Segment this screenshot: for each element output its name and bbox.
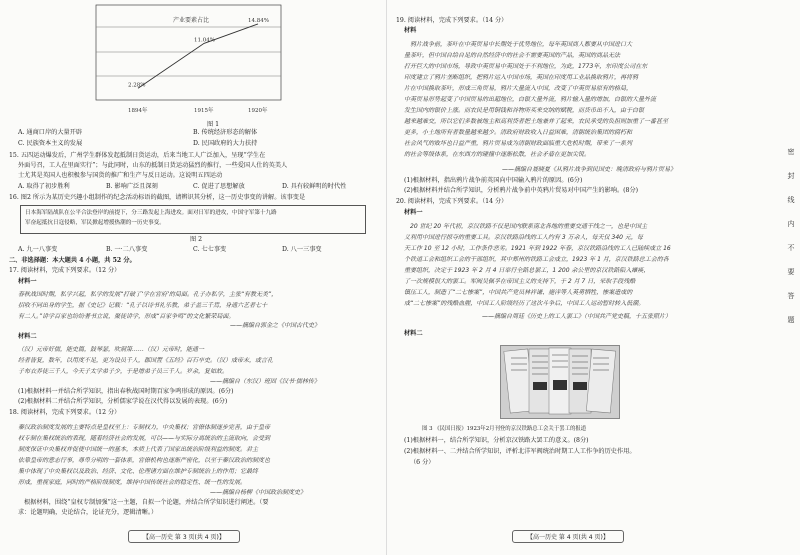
q19-body-line: 量茶叶，但中国自给自足的自然经济中的社会不需要英国的产品，英国的商品无法: [404, 52, 621, 59]
part2-title: 二、非选择题：本大题共 4 小题，共 52 分。: [9, 257, 136, 264]
q20-m1-line: 个铁道工会和组织工会的干部组织，其中郑州的铁路工会成立，1923 年 1 月，京汉铁路总工会的各: [404, 256, 669, 263]
q15-line: 士尤其是英国人也积极参与国货的推广和生产与反日运动。这说明五四运动: [18, 172, 223, 179]
q20-m1-line: 20 世纪 20 年代初，京汉铁路不仅是国内联系南北各地的重要交通干线之一，也是中国主: [410, 223, 647, 230]
q17-m1-source: ——摘编自郭金之《中国古代史》: [230, 322, 321, 329]
q19-body-line: 印度建立了鸦片垄断组织，把鸦片运入中国市场，英国在印度用工业品换取鸦片，再将鸦: [404, 74, 639, 81]
q20-requirement-1: (1)根据材料一，结合所学知识，分析京汉铁路大罢工的意义。(8分): [404, 437, 589, 444]
industry-chart: [88, 0, 298, 120]
q18-body-line: 形成，重视家庭，同时的严格阶级制度，维持中国传统社会的稳定性、统一性的发展。: [18, 479, 247, 486]
q20-requirement-2-cont: （6 分）: [410, 459, 435, 466]
newspaper-photo: [500, 345, 620, 419]
q15-option-d: D. 具有较鲜明的时代性: [282, 183, 347, 190]
seal-char: 题: [787, 316, 795, 324]
q20-m1-line: 镇压工人，制造了“二七惨案”，中国共产党员林祥谦、施洋等人英勇牺牲，惨案造成的: [404, 289, 633, 296]
q17-m2-line: 子布衣养徒三千人，今天子太学弟子少，于是增弟子员三千人。岁余，复如故。: [18, 368, 229, 375]
chart-x-tick-label: 1920年: [248, 108, 268, 114]
q17-material-1-label: 材料一: [18, 278, 37, 285]
q20-requirement-2: (2)根据材料一、二并结合所学知识，评析北洋军阀统治时期工人工作争的历史作用。: [404, 448, 636, 455]
seal-line-notice: [785, 140, 797, 332]
chart-value-label: 14.84%: [248, 17, 269, 24]
q17-m2-line: 经者皆复，数年，以用度不足，更为设员千人，郡国置《五经》百石卒史。（汉）成帝末，或言孔: [18, 357, 274, 364]
q19-requirement-1: (1)根据材料，指出鸦片战争前英国向中国输入鸦片的原因。(6分): [404, 177, 583, 184]
q16-box-line: 军奋起抵抗日寇侵略，军民掀起增援热潮的一历史事变。: [25, 220, 165, 226]
chart-x-tick-label: 1915年: [194, 108, 214, 114]
q17-m2-source: ——摘编自（东汉）班固《汉书·儒林传》: [210, 378, 320, 385]
q18-body-line: 集中体现了中央集权以及政治、经济、文化、伦理诸方面在维护专制统治上的作用；它最终: [18, 468, 259, 475]
q20-m1-line: 成“二七惨案”的残酷血腥，中国工人阶级经历了这次斗争后，中国工人运动暂时转入低潮。: [404, 300, 645, 307]
seal-char: 封: [787, 172, 795, 180]
q19-material-label: 材料: [404, 27, 417, 34]
q17-material-2-label: 材料二: [18, 333, 37, 340]
chart-title: 产业要素占比: [173, 17, 210, 24]
q18-body-line: 权专制在集权统治的表现，随着经济社会的发展，可以——与实际分离统治的主流取向，会受到: [18, 435, 271, 442]
q20-m1-line: 重要组织，决定于 1923 年 2 月 4 日举行全路总罢工，1 200 余公里的京汉铁路陷入瘫痪，: [404, 267, 650, 274]
page-4-footer: 【高一历史 第 4 页(共 4 页)】: [512, 530, 624, 543]
q19-body-line: 中英贸易形势起变了中国贸易的出超地位，白银大量外流，鸦片输入量的增加，白银的大量外流: [404, 96, 657, 103]
seal-char: 不: [787, 244, 795, 252]
q16-stem: 16. 图2 所示为某历史兴趣小组制作的纪念活动标语的截图，请辨识其分析，这一历史事变的讲解。该事变是: [9, 194, 306, 201]
figure-2-caption: 图 2: [190, 236, 203, 243]
q20-heading: 20. 阅读材料，完成下列要求。（14 分）: [396, 198, 508, 205]
chart-x-tick-label: 1894年: [128, 108, 148, 114]
q15-option-a: A. 取得了初步胜利: [18, 183, 70, 190]
q18-body-line: 制度保证中央集权并促使中国统一的基本，本质上代表了国家出统治阶级利益的制度。君主: [18, 446, 259, 453]
q18-body-line: 依靠皇帝的意志行事，尊卑分明的一套体系，官僚机构也逐渐严密化，以至于秦汉政治的制度也: [18, 457, 271, 464]
q19-source: ——摘编自聂晓夏《从鸦片战争到民国史：晚清政府与鸦片贸易》: [502, 166, 677, 173]
q17-m2-line: （汉）元帝好儒，能史篇，鼓琴瑟，吹洞箫……（汉）元帝时，能通一: [18, 346, 205, 353]
seal-char: 答: [787, 292, 795, 300]
chart-series-line: [138, 24, 258, 88]
page-fold: [386, 0, 387, 555]
seal-char: 线: [787, 196, 795, 204]
page-left: [0, 0, 380, 555]
q14-option-d: D. 民国政府的大力扶持: [193, 140, 258, 147]
q19-heading: 19. 阅读材料，完成下列要求。（14 分）: [396, 17, 508, 24]
q16-option-a: A. 九一八事变: [18, 246, 58, 253]
figure-3-caption: 图 3 《民国日报》1923年2月刊登的京汉铁路总工会关于罢工的报道: [422, 426, 587, 432]
seal-char: 密: [787, 148, 795, 156]
q19-body-line: 片在中国换取茶叶，形成三角贸易，鸦片大量流入中国，改变了中英贸易原有的格局，: [404, 85, 633, 92]
page-right: [392, 0, 782, 555]
q16-option-c: C. 七七事变: [193, 246, 227, 253]
q15-line: 15. 五四运动爆发后，广州学生群体发起抵制日货运动，后来当地工人广泛加入，呈现“学生在: [9, 152, 266, 159]
q19-body-line: 打开巨大的中国市场，导致中英贸易中英国处于不利地位，为此，1773年，东印度公司在东: [404, 63, 648, 70]
seal-char: 要: [787, 268, 795, 276]
q20-m1-line: 义利用中国进行掠夺的重要工具。京汉铁路沿线的工人约有 3 万余人，每天仅 340 元，每: [404, 234, 643, 241]
q17-requirement-2: (2)根据材料二并结合所学知识，分析儒家学说在汉代得以发展的表现。(6分): [18, 398, 228, 405]
q18-source: ——摘编自杨柳《中国政治制度史》: [210, 489, 307, 496]
q20-m1-source: ——摘编自周廷《历史上的工人罢工》（中国共产党史稿，十五张照片）: [482, 313, 672, 320]
q18-body-line: 秦汉政治制度发展的主要特点是皇权至上：专制权力，中央集权；官僚体制逐步完善，由于皇帝: [18, 424, 271, 431]
q14-option-b: B. 传统经济形态的解体: [193, 129, 258, 136]
q19-requirement-2: (2)根据材料并结合所学知识，分析鸦片战争前中英鸦片贸易对中国产生的影响。(8分): [404, 187, 639, 194]
q20-material-1-label: 材料一: [404, 209, 423, 216]
seal-char: 内: [787, 220, 795, 228]
figure-1-caption: 图 1: [207, 121, 220, 128]
q14-option-a: A. 通商口岸的大量开辟: [18, 129, 83, 136]
q15-option-b: B. 影响广泛且深刻: [106, 183, 158, 190]
q16-box-line: 日本海军陆战队在公平合法登岸的前提下，分三路发起上海进攻。面对日军的进攻，中国守军第十九路: [25, 210, 277, 216]
q18-heading: 18. 阅读材料，完成下列要求。（12 分）: [9, 409, 121, 416]
q16-option-b: B. 一·二八事变: [106, 246, 148, 253]
q20-material-2-label: 材料二: [404, 330, 423, 337]
q20-m1-line: 天工作 10 至 12 小时，工作条件恶劣。1921 年到 1922 年春，京汉铁路沿线的工人已陆续成立 16: [404, 245, 671, 252]
q14-option-c: C. 民族资本主义的发展: [18, 140, 83, 147]
q16-box: [20, 205, 366, 234]
q17-heading: 17. 阅读材料，完成下列要求。（12 分）: [9, 267, 121, 274]
q19-body-line: 发生国内的银价上涨。而农民是用铜钱和谷物所买来交纳的赋税，而货币出不入，由于白银: [404, 107, 645, 114]
q19-body-line: 鸦片战争前，茶叶在中英贸易中长期处于优势地位，每年英国商人都要从中国进口大: [410, 41, 633, 48]
q18-requirement: 求：论题明确，史论结合，论证充分，逻辑清晰。）: [18, 509, 158, 516]
q19-body-line: 的社会等级体系，在东西方的碰撞中逐渐松散，社会矛盾在更加尖锐。: [404, 151, 591, 158]
q17-requirement-1: (1)根据材料一并结合所学知识，指出春秋战国时期百家争鸣形成的原因。(6分): [18, 388, 234, 395]
q17-m1-line: 有二人。”讲学百家也纷纷著书立说，聚徒讲学，形成“百家争鸣”的文化繁荣局面。: [18, 313, 235, 320]
q17-m1-line: 招收不同出身的学生，据《史记》记载：“孔子以诗书礼乐教，弟子盖三千焉，身通六艺者七十: [18, 302, 268, 309]
chart-value-label: 2.28%: [128, 82, 146, 89]
q15-option-c: C. 促进了思想解放: [193, 183, 245, 190]
q19-body-line: 社会风气的败坏也日益严重，鸦片贸易成为清朝财政面临重大危机时期，带来了一系列: [404, 140, 633, 147]
chart-svg: [88, 0, 298, 120]
q17-m1-line: 春秋战国时期，私学兴起，私学的发展“打破了‘学在官府’的局面。孔子办私学，主张“有教无类”，: [18, 291, 278, 298]
q19-body-line: 越来越难交，所以它们多数被地主和高利贷者把土地兼并了起来，农民承受的负担则加重了一番甚至: [404, 118, 669, 125]
q19-body-line: 更多，小土地所有者数量越来越少。清政府财政收入日益困难，清朝统治集团的腐朽和: [404, 129, 633, 136]
q16-option-d: D. 八一三事变: [282, 246, 322, 253]
q15-line: 外面号召，工人在里面实行”；与此同时，山东的抵制日货运动猛烈的推行，一些爱国人仕的英美人: [18, 162, 288, 169]
q18-requirement: 根据材料，围绕“皇权专制加强”这一主题，自拟一个论题，并结合所学知识进行阐述。（要: [24, 499, 269, 506]
q20-m1-line: 了一次规模很大的罢工。军阀吴佩孚在帝国主义的支持下，于 2 月 7 日，采取手段残酷: [404, 278, 636, 285]
page-3-footer: 【高一历史 第 3 页(共 4 页)】: [128, 530, 240, 543]
chart-value-label: 11.04%: [194, 37, 215, 44]
